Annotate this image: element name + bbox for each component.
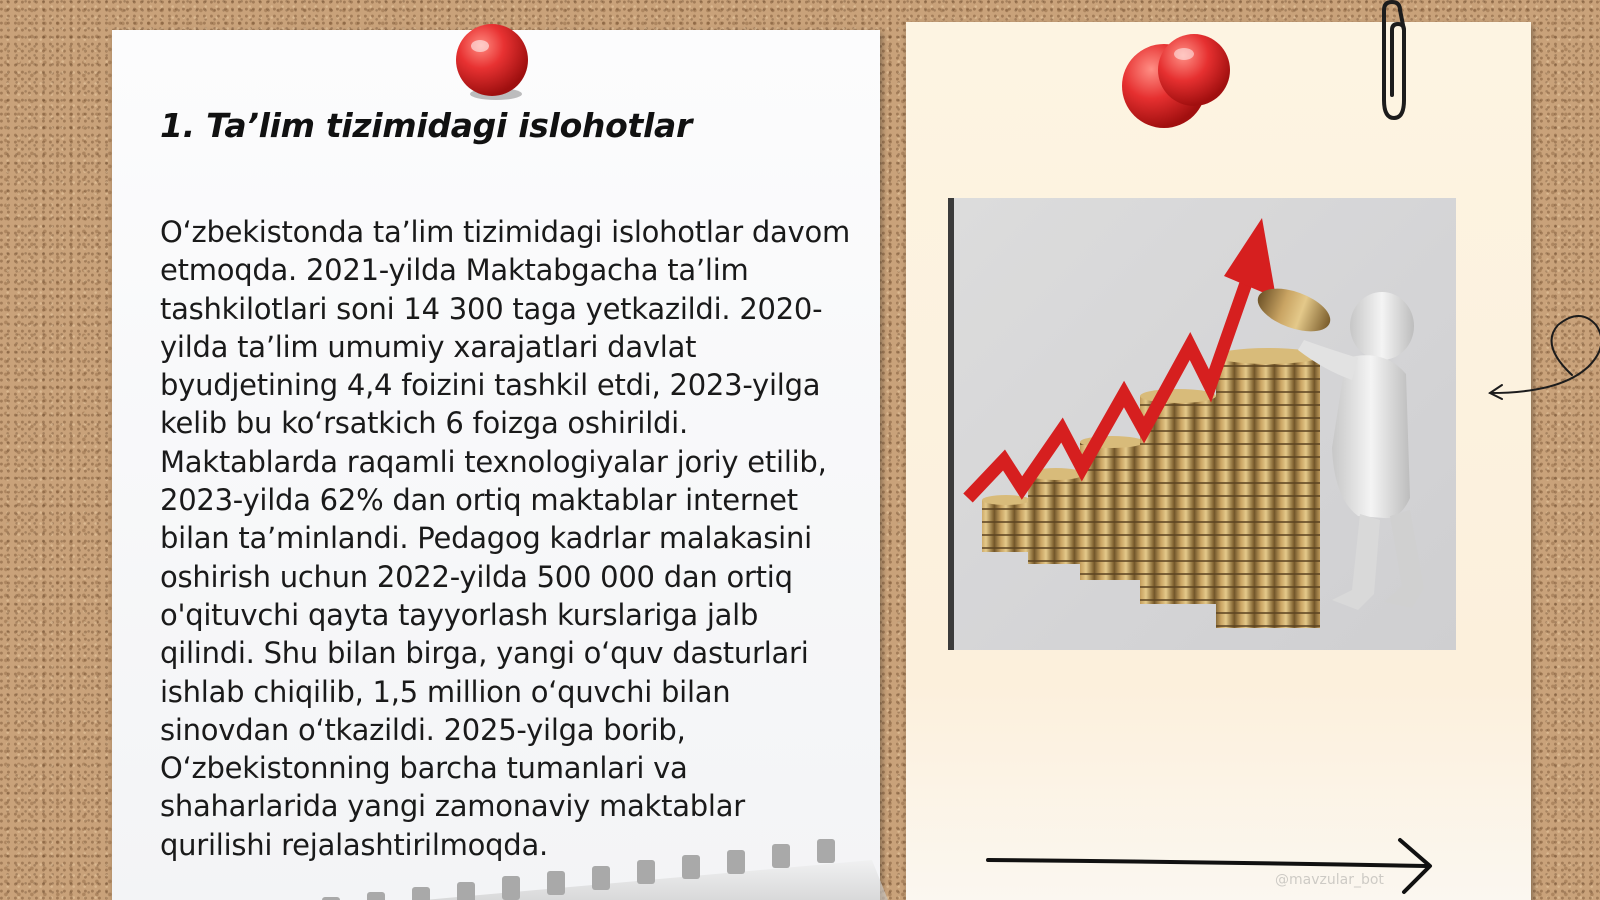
- left-note-card: [112, 30, 880, 900]
- red-pushpin-icon: [452, 20, 532, 102]
- loop-arrow-icon: [1480, 305, 1600, 405]
- watermark-text: @mavzular_bot: [1275, 872, 1384, 888]
- torn-paper-curl: [312, 800, 892, 900]
- coins-graph-picture: [954, 198, 1456, 650]
- red-pushpin-icon: [1120, 32, 1240, 132]
- slide-heading: 1. Ta’lim tizimidagi islohotlar: [160, 106, 692, 145]
- paperclip-icon: [1370, 0, 1418, 125]
- growth-chart-coins-illustration: [948, 198, 1456, 650]
- slide-paragraph: O‘zbekistonda ta’lim tizimidagi islohotlar davom etmoqda. 2021-yilda Maktabgacha ta’lim tashkilotlari soni 14 300 taga yetkazildi. 2020-yilda ta’lim umumiy xarajatlari davlat byudjetining 4,4 foizini tashkil etdi, 2023-yilga kelib bu ko‘rsatkich 6 foizga oshirildi. Maktablarda raqamli texnologiyalar joriy etilib, 2023-yilda 62% dan ortiq maktablar internet bilan ta’minlandi. Pedagog kadrlar malakasini oshirish uchun 2022-yilda 500 000 dan ortiq o'qituvchi qayta tayyorlash kurslariga jalb qilindi. Shu bilan birga, yangi o‘quv dasturlari ishlab chiqilib, 1,5 million o‘quvchi bilan sinovdan o‘tkazildi. 2025-yilga borib, O‘zbekistonning barcha tumanlari va shaharlarida yangi zamonaviy maktablar qurilishi rejalashtirilmoqda.: [160, 215, 850, 862]
